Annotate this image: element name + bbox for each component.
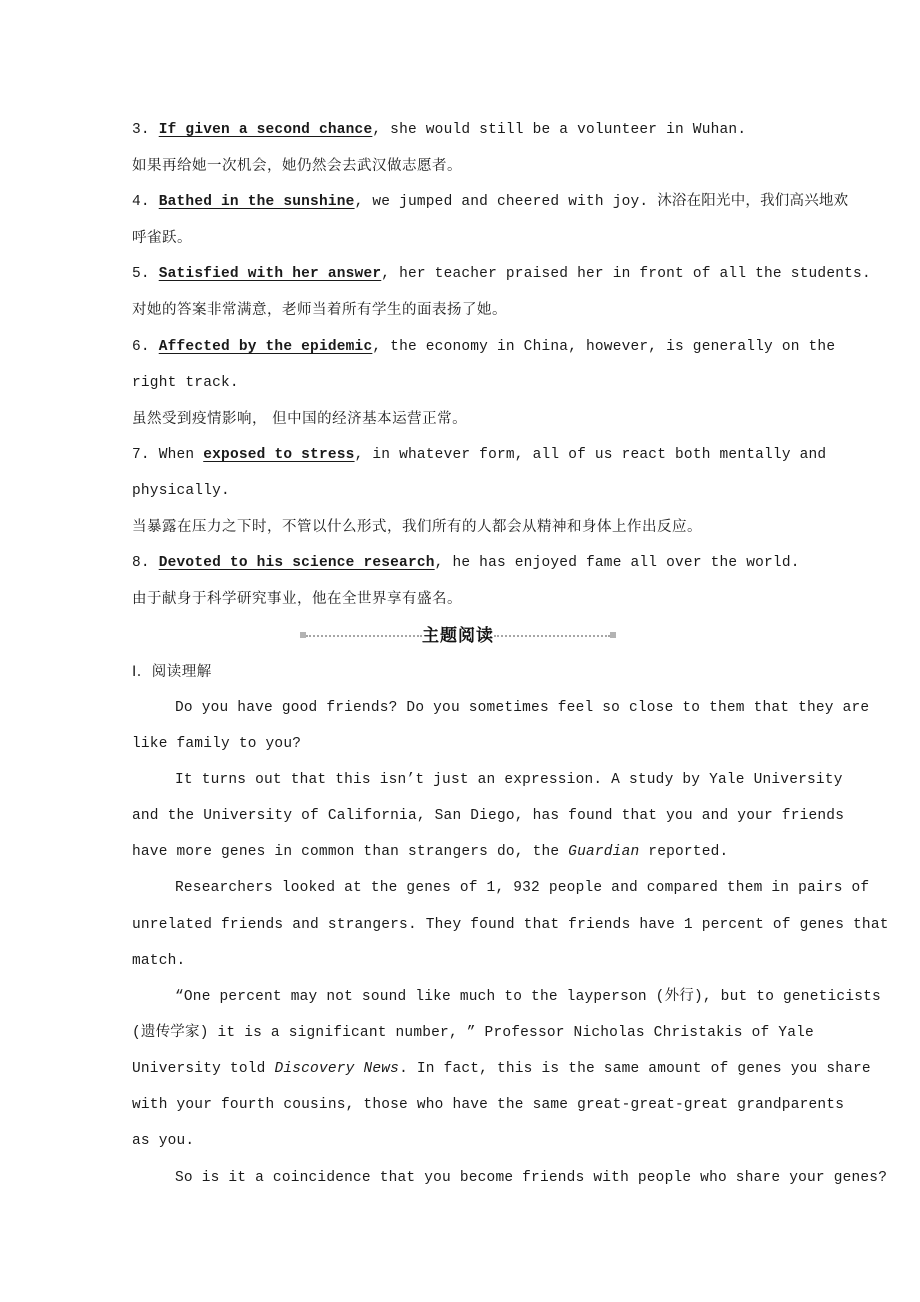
sentence-number: 3. (132, 122, 150, 138)
passage-line: “One percent may not sound like much to the layperson (外行), but to geneticists (175, 989, 881, 1005)
sentence-rest: , her teacher praised her in front of all the students. (381, 266, 871, 282)
translation-8: 由于献身于科学研究事业，他在全世界享有盛名。 (132, 591, 462, 607)
sentence-3 (132, 120, 746, 140)
sentence-7 (132, 445, 826, 465)
underlined-phrase: Bathed in the sunshine (158, 194, 355, 210)
underlined-phrase: Affected by the epidemic (158, 339, 373, 355)
section-divider (300, 624, 618, 648)
sentence-rest: , she would still be a volunteer in Wuhan. (372, 122, 747, 138)
sentence-rest: , the economy in China, however, is generally on the (372, 339, 836, 355)
passage-text: University told (132, 1061, 275, 1077)
sentence-rest: , he has enjoyed fame all over the world. (434, 555, 800, 571)
underlined-phrase: exposed to stress (203, 447, 355, 463)
passage-line: with your fourth cousins, those who have the same great-great-great grandparents (132, 1097, 845, 1113)
passage-line: It turns out that this isn’t just an expression. A study by Yale University (175, 772, 843, 788)
passage-line (132, 1059, 871, 1079)
passage-line: So is it a coincidence that you become friends with people who share your genes? (175, 1170, 888, 1186)
divider-left-rule (306, 635, 422, 637)
passage-line (132, 842, 728, 862)
passage-text: . In fact, this is the same amount of genes you share (399, 1061, 871, 1077)
passage-line: as you. (132, 1133, 195, 1149)
divider-right-cap-icon (610, 632, 616, 638)
sentence-6-continued: right track. (132, 375, 239, 391)
translation-3: 如果再给她一次机会，她仍然会去武汉做志愿者。 (132, 158, 462, 174)
section-title: 主题阅读 (422, 626, 494, 646)
passage-line: (遗传学家) it is a significant number, ” Professor Nicholas Christakis of Yale (132, 1025, 814, 1041)
divider-right-rule (494, 635, 610, 637)
translation-5: 对她的答案非常满意，老师当着所有学生的面表扬了她。 (132, 302, 507, 318)
reading-heading: Ⅰ．阅读理解 (132, 664, 212, 680)
passage-line: Researchers looked at the genes of 1, 932 people and compared them in pairs of (175, 880, 870, 896)
passage-line: unrelated friends and strangers. They found that friends have 1 percent of genes that (132, 917, 889, 933)
translation-7: 当暴露在压力之下时，不管以什么形式，我们所有的人都会从精神和身体上作出反应。 (132, 519, 702, 535)
sentence-7-continued: physically. (132, 483, 230, 499)
translation-6: 虽然受到疫情影响， 但中国的经济基本运营正常。 (132, 411, 468, 427)
passage-line: and the University of California, San Diego, has found that you and your friends (132, 808, 845, 824)
passage-line: match. (132, 953, 186, 969)
sentence-rest: , in whatever form, all of us react both mentally and (354, 447, 827, 463)
passage-line: like family to you? (132, 736, 302, 752)
underlined-phrase: Devoted to his science research (158, 555, 435, 571)
sentence-6 (132, 337, 835, 357)
publication-name: Guardian (568, 844, 640, 860)
passage-text: have more genes in common than strangers do, the (132, 844, 569, 860)
sentence-4-continued: 呼雀跃。 (132, 230, 192, 246)
passage-line: Do you have good friends? Do you sometimes feel so close to them that they are (175, 700, 870, 716)
sentence-rest: , we jumped and cheered with joy. 沐浴在阳光中，我们高兴地欢 (354, 194, 849, 210)
sentence-prefix: When (158, 447, 204, 463)
underlined-phrase: If given a second chance (158, 122, 373, 138)
sentence-4 (132, 192, 848, 212)
sentence-8 (132, 553, 800, 573)
underlined-phrase: Satisfied with her answer (158, 266, 382, 282)
sentence-number: 4. (132, 194, 150, 210)
sentence-number: 5. (132, 266, 150, 282)
publication-name: Discovery News (274, 1061, 400, 1077)
sentence-number: 7. (132, 447, 150, 463)
sentence-5 (132, 264, 871, 284)
passage-text: reported. (639, 844, 729, 860)
sentence-number: 8. (132, 555, 150, 571)
sentence-number: 6. (132, 339, 150, 355)
